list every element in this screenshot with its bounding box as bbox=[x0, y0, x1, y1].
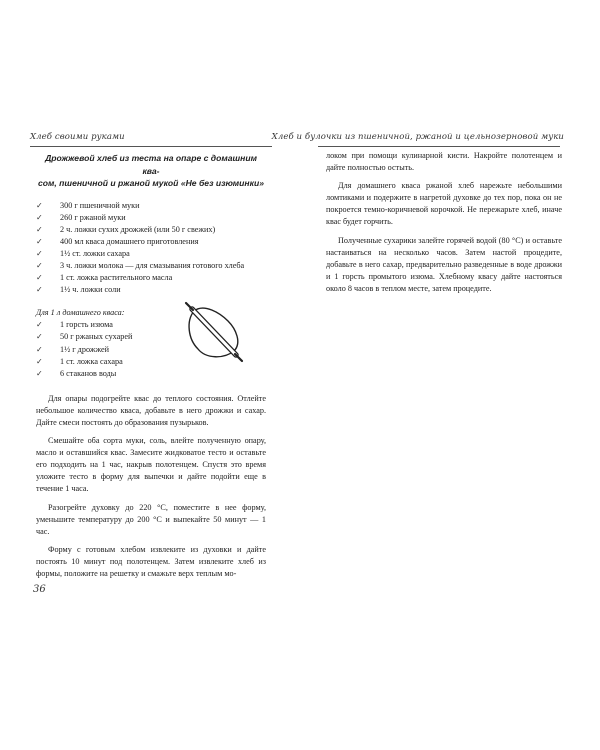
checkmark-icon: ✓ bbox=[36, 285, 43, 295]
left-column bbox=[36, 150, 266, 586]
page-number: 36 bbox=[33, 584, 46, 595]
checkmark-icon: ✓ bbox=[36, 260, 43, 270]
checkmark-icon: ✓ bbox=[36, 224, 43, 234]
running-head: Хлеб и булочки из пшеничной, ржаной и цельнозерновой муки bbox=[271, 132, 564, 142]
ingredient-item: ✓ 1 ст. ложка сахара bbox=[36, 356, 266, 368]
checkmark-icon: ✓ bbox=[36, 248, 43, 258]
ingredient-item: ✓ 260 г ржаной муки bbox=[36, 212, 266, 224]
paragraph: Смешайте оба сорта муки, соль, влейте полученную опару, масло и оставшийся квас. Замесите жидковатое тесто и оставьте его подходить на 1 час, накрыв полотенцем. Спустя это время уложите тесто в форму для выпечки и дайте подойти еще в течение 1 часа. bbox=[36, 436, 266, 494]
header-rule bbox=[318, 146, 560, 147]
checkmark-icon: ✓ bbox=[36, 273, 43, 283]
paragraph: локом при помощи кулинарной кисти. Накройте полотенцем и дайте полностью остыть. bbox=[326, 151, 562, 173]
checkmark-icon: ✓ bbox=[36, 368, 43, 378]
paragraph: Для опары подогрейте квас до теплого состояния. Отлейте небольшое количество кваса, добавьте в него дрожжи и сахар. Дайте смеси постоять до образования пузырьков. bbox=[36, 393, 266, 427]
ingredient-item: ✓ 1½ г дрожжей bbox=[36, 344, 266, 356]
checkmark-icon: ✓ bbox=[36, 236, 43, 246]
checkmark-icon: ✓ bbox=[36, 320, 43, 330]
checkmark-icon: ✓ bbox=[36, 356, 43, 366]
ingredient-item: ✓ 1½ ч. ложки соли bbox=[36, 284, 266, 296]
checkmark-icon: ✓ bbox=[36, 200, 43, 210]
recipe-title bbox=[36, 152, 266, 190]
checkmark-icon: ✓ bbox=[36, 212, 43, 222]
checkmark-icon: ✓ bbox=[36, 332, 43, 342]
right-column bbox=[326, 150, 562, 301]
ingredient-list bbox=[36, 200, 266, 297]
paragraph: Форму с готовым хлебом извлеките из духовки и дайте постоять 10 минут под полотенцем. Затем извлеките хлеб из формы, положите на решетку и смажьте верх теплым мо- bbox=[36, 544, 266, 579]
running-head: Хлеб своими руками bbox=[30, 132, 125, 142]
rolling-pin-with-dough-icon bbox=[184, 299, 248, 363]
kvas-heading: Для 1 л домашнего кваса: bbox=[36, 308, 125, 318]
ingredient-item: ✓ 6 стаканов воды bbox=[36, 368, 266, 380]
ingredient-item: ✓ 50 г ржаных сухарей bbox=[36, 331, 266, 343]
ingredient-item: ✓ 2 ч. ложки сухих дрожжей (или 50 г свежих) bbox=[36, 224, 266, 236]
right-page bbox=[271, 0, 600, 750]
header-rule bbox=[30, 146, 272, 147]
recipe-title-line-1: Дрожжевой хлеб из теста на опаре с домашним ква- bbox=[45, 153, 257, 176]
rolling-pin-highlight bbox=[192, 309, 236, 355]
ingredient-item: ✓ 1 ст. ложка растительного масла bbox=[36, 272, 266, 284]
recipe-title-line-2: сом, пшеничной и ржаной мукой «Не без изюминки» bbox=[38, 178, 264, 188]
paragraph: Разогрейте духовку до 220 °С, поместите в нее форму, уменьшите температуру до 200 °С и выпекайте 50 минут — 1 час. bbox=[36, 502, 266, 536]
kvas-block bbox=[36, 307, 266, 380]
ingredient-item: ✓ 1½ ст. ложки сахара bbox=[36, 248, 266, 260]
ingredient-item: ✓ 3 ч. ложки молока — для смазывания готового хлеба bbox=[36, 260, 266, 272]
ingredient-item: ✓ 1 горсть изюма bbox=[36, 319, 266, 331]
checkmark-icon: ✓ bbox=[36, 344, 43, 354]
paragraph: Полученные сухарики залейте горячей водой (80 °С) и оставьте настаиваться на несколько часов. Затем настой процедите, добавьте в него сахар, предварительно разведенные в воде дрожжи и 1 горсть промытого изюма. Хлебному квасу дайте настояться около 8 часов в теплом месте, затем процедите. bbox=[326, 235, 562, 293]
ingredient-item: ✓ 400 мл кваса домашнего приготовления bbox=[36, 236, 266, 248]
ingredient-item: ✓ 300 г пшеничной муки bbox=[36, 200, 266, 212]
paragraph: Для домашнего кваса ржаной хлеб нарежьте небольшими ломтиками и подержите в нагретой духовке до тех пор, пока он не покроется темно-коричневой корочкой. Не пережарьте хлеб, иначе квас будет горчить. bbox=[326, 181, 562, 227]
